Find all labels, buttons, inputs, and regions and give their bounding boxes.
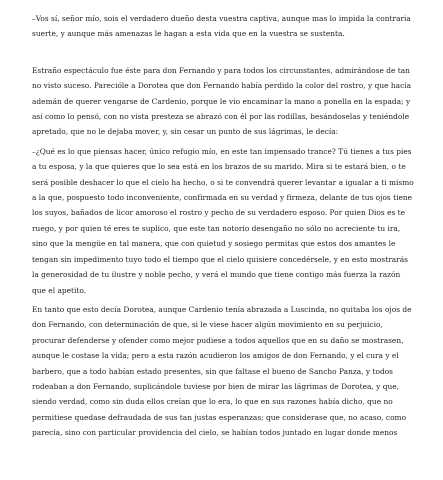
paragraph-spacer [32, 42, 418, 63]
text-line: procurar defenderse y ofender como mejor pudiese a todos aquellos que en su daño se mostrasen, [32, 335, 404, 345]
text-line: así como lo pensó, con no vista presteza se abrazó con él por las rodillas, besándoselas y teniéndole [32, 112, 410, 122]
text-line: rodeaban a don Fernando, suplicándole tuviese por bien de mirar las lágrimas de Dorotea, y que, [32, 381, 400, 391]
text-line: suerte, y aunque más amenazas le hagan a esta vida que en la vuestra se sustenta. [32, 29, 345, 39]
text-line: ruego, y por quien té eres te suplico, que este tan notorio desengaño no sólo no acreciente tu ira, [32, 223, 401, 233]
text-line: a tu esposa, y la que quieres que lo sea está en los brazos de su marido. Mira si te estará bien, o te [32, 162, 406, 172]
text-line: a la que, pospuesto todo inconveniente, confirmada en su verdad y firmeza, delante de tus ojos tiene [32, 193, 413, 203]
text-line: apretado, que no le dejaba mover, y, sin cesar un punto de sus lágrimas, le decía: [32, 127, 339, 137]
text-line: En tanto que esto decía Dorotea, aunque Cardenio tenía abrazada a Luscinda, no quitaba los ojos de [32, 304, 412, 314]
paragraph-1 [32, 11, 418, 42]
text-line: –Vos sí, señor mío, sois el verdadero dueño desta vuestra captiva, aunque mas lo impida la contraria [32, 14, 411, 23]
text-line: aunque le costase la vida; pero a esta razón acudieron los amigos de don Fernando, y el cura y el [32, 351, 399, 361]
text-line: no visto suceso. Parecióle a Dorotea que don Fernando había perdido la color del rostro, y que hacía [32, 81, 412, 91]
paragraph-2 [32, 63, 418, 140]
text-line: –¿Qué es lo que piensas hacer, único refugio mío, en este tan impensado trance? Tú tienes a tus pies [32, 146, 412, 156]
text-line: don Fernando, con determinación de que, si le viese hacer algún movimiento en su perjuicio, [32, 320, 383, 330]
text-line: ademán de querer vengarse de Cardenio, porque le vio encaminar la mano a ponella en la espada; y [32, 96, 411, 106]
text-line: tengan sin impedimento tuyo todo el tiempo que el cielo quisiere concedérsele, y en esto mostrarás [32, 254, 408, 264]
text-line: siendo verdad, como sin duda ellos creían que lo era, lo que en sus razones había dicho, que no [32, 397, 393, 407]
text-line: que el apetito. [32, 285, 87, 295]
text-line: parecía, sino con particular providencia del cielo, se habían todos juntado en lugar donde menos [32, 428, 398, 438]
text-line: la generosidad de tu ilustre y noble pecho, y verá el mundo que tiene contigo más fuerza la razón [32, 270, 401, 280]
text-line: barbero, que a todo habían estado presentes, sin que faltase el bueno de Sancho Panza, y todos [32, 366, 393, 376]
text-line: será posible deshacer lo que el cielo ha hecho, o si te convendrá querer levantar a igualar a ti mismo [32, 177, 414, 187]
text-line: sino que la mengüe en tal manera, que con quietud y sosiego permitas que estos dos amantes le [32, 239, 396, 249]
text-line: los suyos, bañados de licor amoroso el rostro y pecho de su verdadero esposo. Por quien Dios es te [32, 208, 406, 218]
paragraph-3 [32, 144, 418, 298]
document-body [32, 11, 418, 441]
text-line: Estraño espectáculo fue éste para don Fernando y para todos los circunstantes, admirándose de tan [32, 65, 410, 75]
paragraph-4 [32, 302, 418, 441]
text-line: permitiese quedase defraudada de sus tan justas esperanzas; que considerase que, no acaso, como [32, 412, 407, 422]
